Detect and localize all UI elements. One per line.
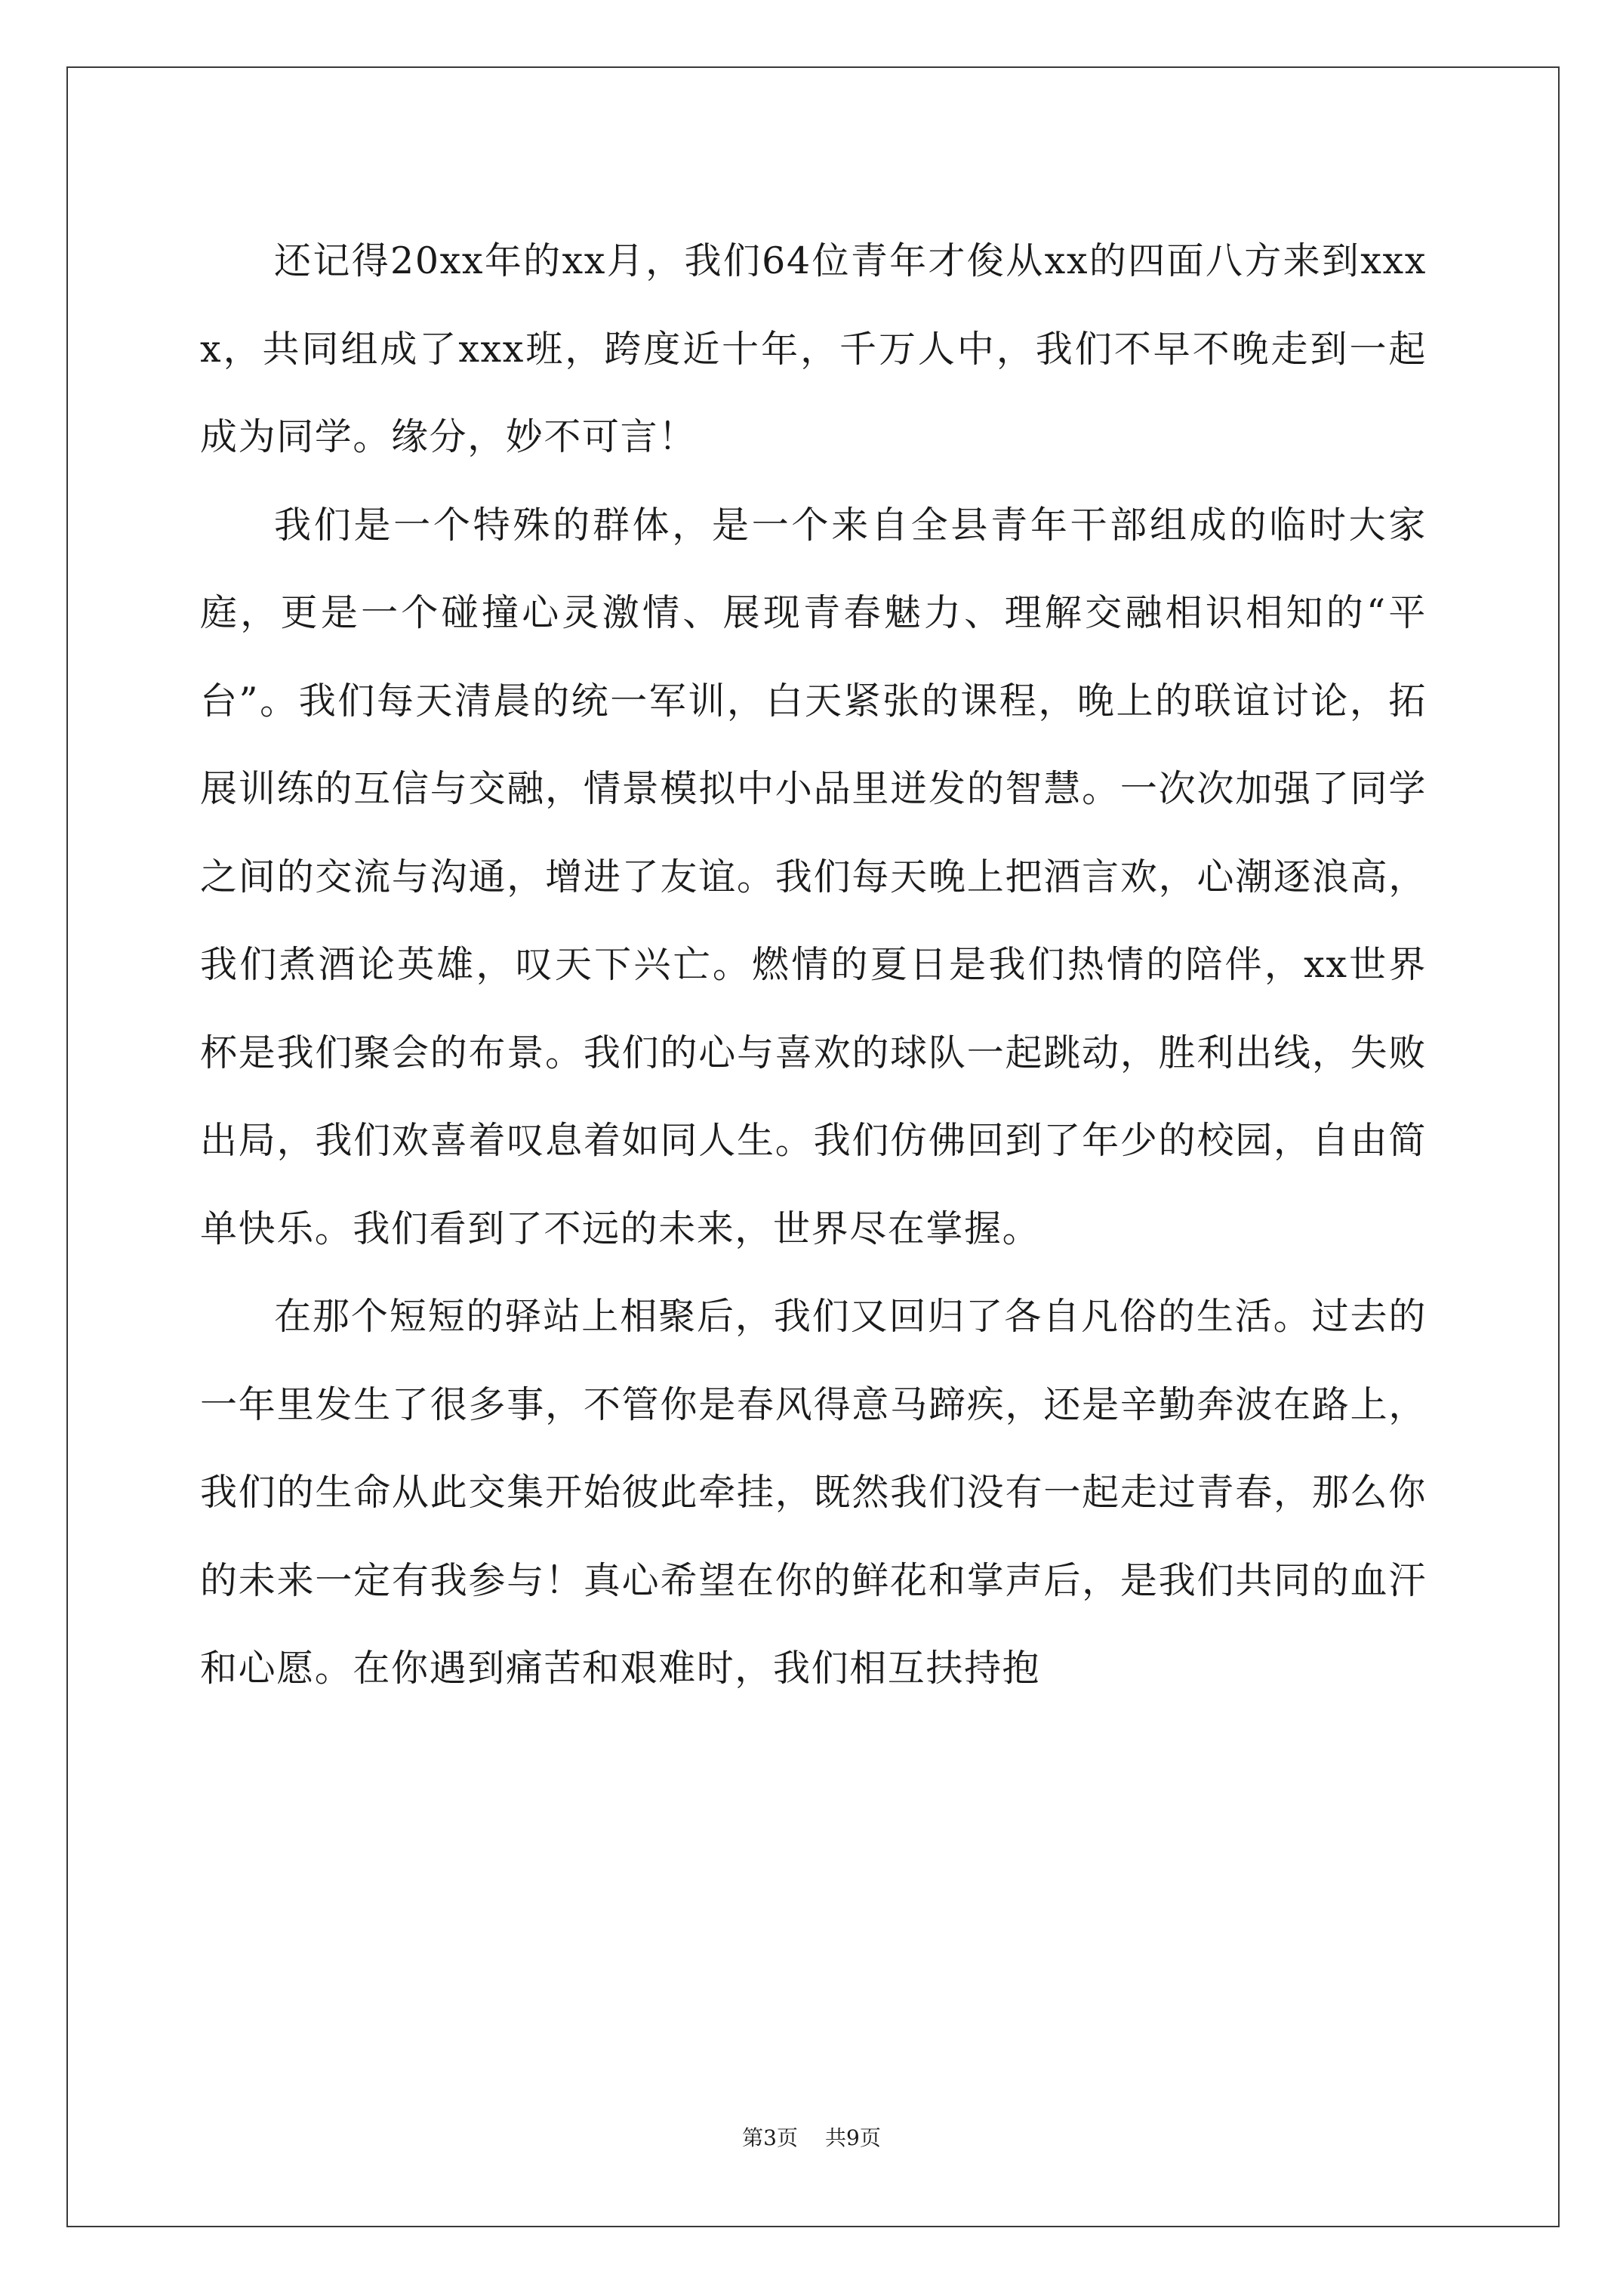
page-number-total: 共9页: [825, 2125, 881, 2150]
paragraph-1: 还记得20xx年的xx月，我们64位青年才俊从xx的四面八方来到xxxx，共同组成了xxx班，跨度近十年，千万人中，我们不早不晚走到一起成为同学。缘分，妙不可言！: [200, 239, 1427, 458]
document-body: [200, 217, 1427, 1713]
paragraph-2: 我们是一个特殊的群体，是一个来自全县青年干部组成的临时大家庭，更是一个碰撞心灵激情、展现青春魅力、理解交融相识相知的“平台”。我们每天清晨的统一军训，白天紧张的课程，晚上的联谊讨论，拓展训练的互信与交融，情景模拟中小品里迸发的智慧。一次次加强了同学之间的交流与沟通，增进了友谊。我们每天晚上把酒言欢，心潮逐浪高，我们煮酒论英雄，叹天下兴亡。燃情的夏日是我们热情的陪伴，xx世界杯是我们聚会的布景。我们的心与喜欢的球队一起跳动，胜利出线，失败出局，我们欢喜着叹息着如同人生。我们仿佛回到了年少的校园，自由简单快乐。我们看到了不远的未来，世界尽在掌握。: [200, 503, 1427, 1250]
page-footer: [0, 2123, 1623, 2153]
paragraph-3: 在那个短短的驿站上相聚后，我们又回归了各自凡俗的生活。过去的一年里发生了很多事，不管你是春风得意马蹄疾，还是辛勤奔波在路上，我们的生命从此交集开始彼此牵挂，既然我们没有一起走过青春，那么你的未来一定有我参与！真心希望在你的鲜花和掌声后，是我们共同的血汗和心愿。在你遇到痛苦和艰难时，我们相互扶持抱: [200, 1295, 1427, 1690]
page-number-current: 第3页: [742, 2125, 798, 2150]
